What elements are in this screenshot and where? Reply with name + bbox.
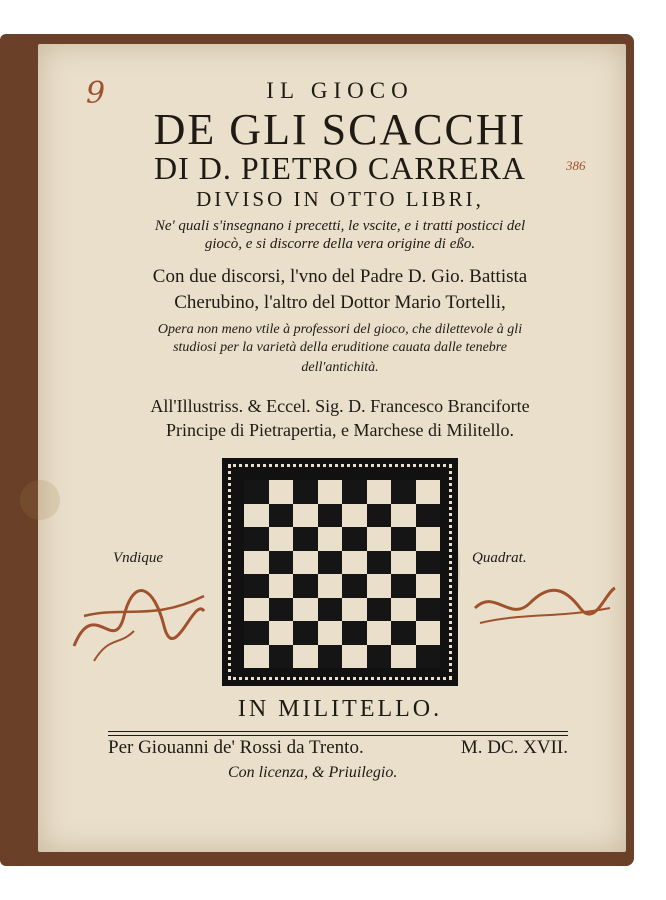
board-square bbox=[342, 621, 367, 645]
imprint-rule bbox=[108, 731, 568, 732]
board-square bbox=[391, 598, 416, 622]
dedication-line-1: All'Illustriss. & Eccel. Sig. D. Francesco Branciforte bbox=[150, 396, 530, 416]
imprint-year: M. DC. XVII. bbox=[460, 737, 568, 758]
board-square bbox=[318, 621, 343, 645]
title-line-2: DE GLI SCACCHI bbox=[153, 105, 527, 154]
imprint-license: Con licenza, & Priuilegio. bbox=[228, 764, 398, 781]
board-square bbox=[269, 504, 294, 528]
board-square bbox=[391, 621, 416, 645]
board-square bbox=[342, 504, 367, 528]
description-line-3: dell'antichità. bbox=[301, 360, 379, 375]
board-square bbox=[269, 574, 294, 598]
board-square bbox=[342, 645, 367, 669]
handwritten-signature-right bbox=[470, 578, 620, 638]
dedication-line-2: Principe di Pietrapertia, e Marchese di Militello. bbox=[166, 420, 514, 440]
board-square bbox=[342, 527, 367, 551]
board-square bbox=[318, 645, 343, 669]
board-square bbox=[391, 645, 416, 669]
board-square bbox=[293, 527, 318, 551]
board-square bbox=[391, 551, 416, 575]
board-square bbox=[293, 504, 318, 528]
board-square bbox=[367, 527, 392, 551]
motto-left: Vndique bbox=[113, 550, 163, 566]
board-square bbox=[391, 480, 416, 504]
board-square bbox=[367, 480, 392, 504]
board-square bbox=[244, 621, 269, 645]
board-square bbox=[244, 504, 269, 528]
board-square bbox=[416, 598, 441, 622]
manuscript-number: 9 bbox=[86, 76, 106, 111]
board-square bbox=[318, 551, 343, 575]
motto-right: Quadrat. bbox=[472, 550, 527, 566]
subtitle-line-1: Ne' quali s'insegnano i precetti, le vscite, e i tratti posticci del bbox=[154, 218, 526, 234]
board-square bbox=[244, 574, 269, 598]
manuscript-shelfmark: 386 bbox=[566, 158, 586, 173]
board-square bbox=[367, 574, 392, 598]
board-square bbox=[342, 574, 367, 598]
board-square bbox=[391, 527, 416, 551]
board-square bbox=[391, 574, 416, 598]
board-square bbox=[269, 527, 294, 551]
board-square bbox=[318, 504, 343, 528]
board-square bbox=[416, 551, 441, 575]
board-square bbox=[416, 527, 441, 551]
board-square bbox=[318, 480, 343, 504]
board-square bbox=[367, 645, 392, 669]
board-square bbox=[342, 480, 367, 504]
description-line-1: Opera non meno vtile à professori del gioco, che dilettevole à gli bbox=[157, 322, 523, 337]
chessboard-woodcut bbox=[222, 458, 458, 686]
board-square bbox=[367, 551, 392, 575]
title-line-4: DIVISO IN OTTO LIBRI, bbox=[196, 187, 484, 211]
discourses-line-2: Cherubino, l'altro del Dottor Mario Tortelli, bbox=[174, 292, 506, 313]
board-square bbox=[244, 598, 269, 622]
board-square bbox=[244, 551, 269, 575]
board-square bbox=[244, 645, 269, 669]
board-square bbox=[293, 598, 318, 622]
board-square bbox=[367, 504, 392, 528]
board-square bbox=[293, 551, 318, 575]
board-square bbox=[367, 621, 392, 645]
handwritten-signature-left bbox=[64, 576, 214, 666]
board-square bbox=[293, 645, 318, 669]
board-square bbox=[318, 574, 343, 598]
description-line-2: studiosi per la varietà della eruditione cauata dalle tenebre bbox=[173, 340, 507, 355]
place-of-publication: IN MILITELLO. bbox=[237, 696, 443, 722]
board-square bbox=[416, 480, 441, 504]
board-square bbox=[244, 480, 269, 504]
board-square bbox=[269, 551, 294, 575]
board-square bbox=[244, 527, 269, 551]
board-square bbox=[342, 598, 367, 622]
subtitle-line-2: giocò, e si discorre della vera origine di eßo. bbox=[204, 236, 476, 252]
board-square bbox=[342, 551, 367, 575]
board-square bbox=[269, 480, 294, 504]
board-square bbox=[269, 598, 294, 622]
chessboard-grid bbox=[242, 478, 442, 670]
imprint-printer: Per Giouanni de' Rossi da Trento. bbox=[108, 737, 364, 758]
board-square bbox=[416, 504, 441, 528]
board-square bbox=[391, 504, 416, 528]
board-square bbox=[269, 645, 294, 669]
discourses-line-1: Con due discorsi, l'vno del Padre D. Gio. Battista bbox=[152, 266, 528, 287]
board-square bbox=[293, 574, 318, 598]
board-square bbox=[416, 574, 441, 598]
board-square bbox=[269, 621, 294, 645]
board-square bbox=[318, 598, 343, 622]
board-square bbox=[293, 621, 318, 645]
title-line-1: IL GIOCO bbox=[266, 78, 414, 103]
board-square bbox=[318, 527, 343, 551]
board-square bbox=[367, 598, 392, 622]
board-square bbox=[293, 480, 318, 504]
board-square bbox=[416, 645, 441, 669]
paper-stain bbox=[20, 480, 60, 520]
board-square bbox=[416, 621, 441, 645]
imprint-rule bbox=[108, 735, 568, 736]
title-line-3: DI D. PIETRO CARRERA bbox=[153, 150, 526, 186]
